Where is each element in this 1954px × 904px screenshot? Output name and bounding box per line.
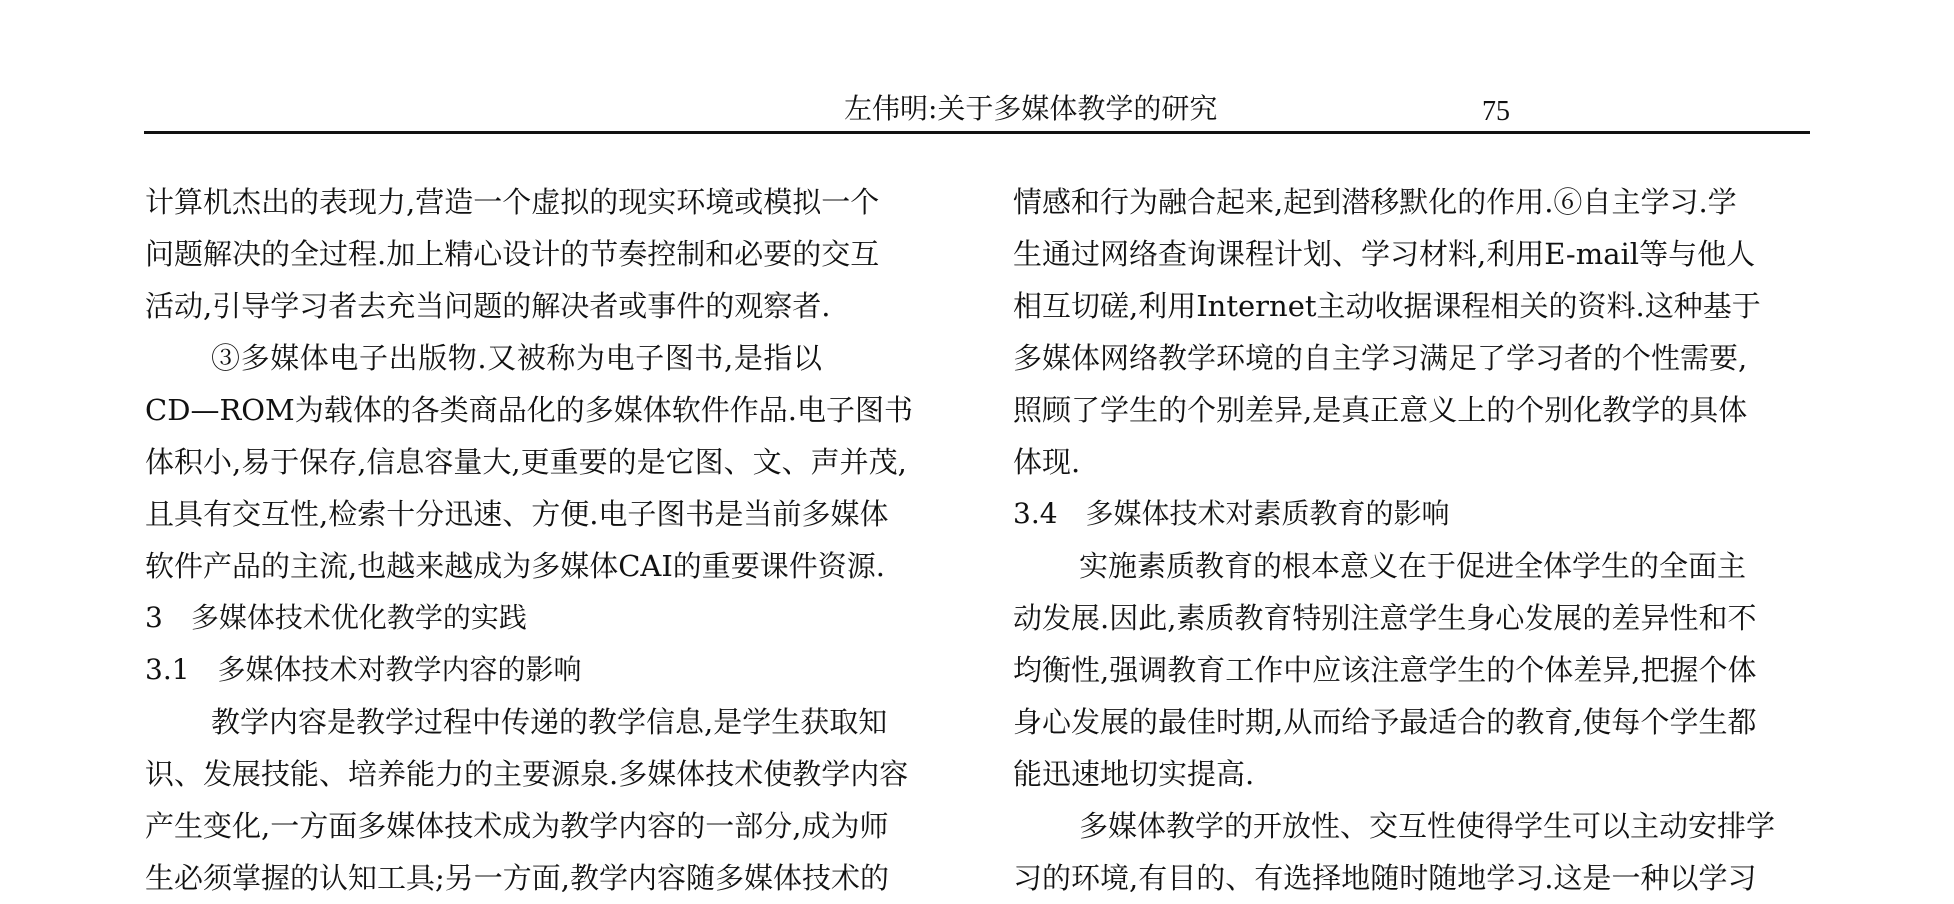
text-line: 动发展.因此,素质教育特别注意学生身心发展的差异性和不: [1013, 601, 1757, 635]
text-line: 能迅速地切实提高.: [1013, 757, 1255, 791]
text-line: CD—ROM为载体的各类商品化的多媒体软件作品.电子图书: [145, 393, 913, 427]
text-line: 软件产品的主流,也越来越成为多媒体CAI的重要课件资源.: [145, 549, 886, 583]
page-number: 75: [1482, 96, 1510, 127]
text-line: 多媒体网络教学环境的自主学习满足了学习者的个性需要,: [1013, 341, 1748, 375]
subsection-heading: 3.1 多媒体技术对教学内容的影响: [145, 653, 582, 686]
running-title: 左伟明:关于多媒体教学的研究: [844, 92, 1218, 125]
text-line: 生必须掌握的认知工具;另一方面,教学内容随多媒体技术的: [145, 861, 889, 895]
text-line: 身心发展的最佳时期,从而给予最适合的教育,使每个学生都: [1013, 705, 1757, 739]
header-rule: [144, 131, 1810, 134]
text-line: 体现.: [1013, 445, 1081, 479]
text-line: 照顾了学生的个别差异,是真正意义上的个别化教学的具体: [1013, 393, 1748, 427]
right-column: [1013, 176, 1813, 904]
text-line: 问题解决的全过程.加上精心设计的节奏控制和必要的交互: [145, 237, 880, 271]
section-heading: 3 多媒体技术优化教学的实践: [145, 601, 527, 634]
text-line: 生通过网络查询课程计划、学习材料,利用E-mail等与他人: [1013, 237, 1756, 271]
left-column: [145, 176, 955, 904]
text-line: 教学内容是教学过程中传递的教学信息,是学生获取知: [211, 705, 888, 739]
subsection-heading: 3.4 多媒体技术对素质教育的影响: [1013, 497, 1450, 530]
text-line: 识、发展技能、培养能力的主要源泉.多媒体技术使教学内容: [145, 757, 909, 791]
text-line: 情感和行为融合起来,起到潜移默化的作用.⑥自主学习.学: [1013, 185, 1737, 219]
text-line: 产生变化,一方面多媒体技术成为教学内容的一部分,成为师: [145, 809, 889, 843]
text-line: 相互切磋,利用Internet主动收据课程相关的资料.这种基于: [1013, 289, 1761, 323]
text-line: 活动,引导学习者去充当问题的解决者或事件的观察者.: [145, 289, 831, 323]
text-line: ③多媒体电子出版物.又被称为电子图书,是指以: [211, 341, 823, 375]
text-line: 均衡性,强调教育工作中应该注意学生的个体差异,把握个体: [1013, 653, 1757, 687]
text-line: 多媒体教学的开放性、交互性使得学生可以主动安排学: [1079, 809, 1776, 843]
text-line: 计算机杰出的表现力,营造一个虚拟的现实环境或模拟一个: [145, 185, 880, 219]
text-line: 且具有交互性,检索十分迅速、方便.电子图书是当前多媒体: [145, 497, 889, 531]
text-line: 习的环境,有目的、有选择地随时随地学习.这是一种以学习: [1013, 861, 1757, 895]
text-line: 实施素质教育的根本意义在于促进全体学生的全面主: [1079, 549, 1747, 583]
text-line: 体积小,易于保存,信息容量大,更重要的是它图、文、声并茂,: [145, 445, 907, 479]
